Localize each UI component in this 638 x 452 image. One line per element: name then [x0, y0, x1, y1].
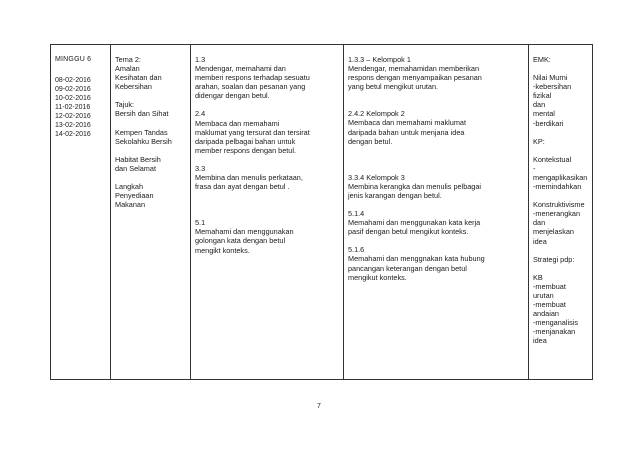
- objective-line: Memahami dan menggunakan kata kerja: [348, 218, 481, 228]
- week-date: 09-02-2016: [55, 86, 91, 94]
- nilai-line: -kebersihan fizikal: [533, 82, 572, 101]
- week-date: 10-02-2016: [55, 95, 91, 103]
- kb-line: -membuat urutan: [533, 281, 566, 300]
- tajuk-block: [115, 100, 186, 118]
- objective-line: Memahami dan menggnakan kata hubung: [348, 254, 485, 264]
- konstruktivisme-block: [533, 200, 588, 245]
- objective-block: [348, 245, 524, 281]
- theme-cell: [111, 45, 191, 380]
- langkah-line: Langkah: [115, 181, 143, 191]
- standard-line: didengar dengan betul.: [195, 91, 270, 101]
- objective-line: 3.3.4 Kelompok 3: [348, 172, 405, 182]
- kontekstual-line: -memindahkan: [533, 182, 582, 192]
- objective-block: [348, 209, 524, 236]
- objectives-cell: [344, 45, 529, 380]
- week-date: 14-02-2016: [55, 131, 91, 139]
- konstruktivisme-line: -menerangkan dan: [533, 209, 581, 228]
- standard-line: 1.3: [195, 55, 206, 64]
- nilai-block: [533, 73, 588, 128]
- theme-line: Amalan: [115, 64, 140, 74]
- objective-line: jenis karangan dengan betul.: [348, 190, 442, 200]
- theme-line: Tema 2:: [115, 55, 141, 64]
- week-date: 12-02-2016: [55, 113, 91, 121]
- tajuk-line: Tajuk:: [115, 100, 135, 110]
- lesson-plan-row: [51, 45, 593, 380]
- konstruktivisme-line: Konstruktivisme: [533, 200, 585, 210]
- habitat-line: dan Selamat: [115, 163, 156, 173]
- standard-line: Membaca dan memahami: [195, 118, 280, 128]
- kb-line: -menjanakan idea: [533, 327, 576, 346]
- standard-block: [195, 55, 339, 100]
- objective-line: Mendengar, memahamidan memberikan: [348, 64, 480, 74]
- objective-block: [348, 173, 524, 200]
- tajuk-line: Bersih dan Sihat: [115, 109, 169, 119]
- standard-line: 3.3: [195, 163, 206, 173]
- kb-block: [533, 273, 588, 346]
- standard-block: [195, 164, 339, 191]
- langkah-line: Penyediaan: [115, 191, 154, 201]
- standard-block: [195, 109, 339, 154]
- standard-line: Memahami dan menggunakan: [195, 227, 294, 237]
- kontekstual-line: Kontekstual: [533, 154, 572, 164]
- objective-line: mengikut konteks.: [348, 272, 407, 282]
- objective-line: Membaca dan memahami maklumat: [348, 118, 467, 128]
- kontekstual-block: [533, 155, 588, 191]
- langkah-line: Makanan: [115, 200, 146, 210]
- kempen-line: Sekolahku Bersih: [115, 136, 172, 146]
- theme-line: Kebersihan: [115, 82, 152, 92]
- week-dates: [55, 76, 106, 139]
- standard-line: daripada pelbagai bahan untuk: [195, 136, 296, 146]
- standard-line: member respons dengan betul.: [195, 145, 297, 155]
- nilai-line: mental: [533, 109, 555, 119]
- objective-line: 2.4.2 Kelompok 2: [348, 109, 405, 119]
- objective-line: pasif dengan betul mengikut konteks.: [348, 227, 469, 237]
- standard-line: 5.1: [195, 218, 206, 228]
- nilai-line: dan: [533, 100, 546, 110]
- standard-line: mengikt konteks.: [195, 245, 250, 255]
- objective-line: yang betul mengikut urutan.: [348, 82, 439, 92]
- objective-line: daripada bahan untuk menjana idea: [348, 127, 465, 137]
- standard-line: memberi respons terhadap sesuatu: [195, 73, 310, 83]
- objective-line: dengan betul.: [348, 136, 393, 146]
- habitat-block: [115, 155, 186, 173]
- objective-block: [348, 55, 524, 91]
- kempen-block: [115, 128, 186, 146]
- kempen-line: Kempen Tandas: [115, 127, 168, 137]
- theme-block: [115, 55, 186, 91]
- standard-line: 2.4: [195, 109, 206, 119]
- nilai-line: Nilai Murni: [533, 73, 568, 83]
- kp-title: KP:: [533, 136, 545, 146]
- kb-line: -menganalisis: [533, 318, 579, 328]
- standard-line: frasa dan ayat dengan betul .: [195, 182, 290, 192]
- objective-line: respons dengan menyampaikan pesanan: [348, 73, 482, 83]
- objective-line: Membina kerangka dan menulis pelbagai: [348, 181, 482, 191]
- objective-line: 1.3.3 – Kelompok 1: [348, 55, 411, 64]
- konstruktivisme-line: menjelaskan idea: [533, 227, 574, 246]
- week-date: 13-02-2016: [55, 122, 91, 130]
- week-date: 08-02-2016: [55, 77, 91, 85]
- objective-line: pancangan keterangan dengan betul: [348, 263, 467, 273]
- objective-block: [348, 109, 524, 145]
- week-cell: [51, 45, 111, 380]
- kb-line: KB: [533, 272, 543, 282]
- standard-line: maklumat yang tersurat dan tersirat: [195, 127, 310, 137]
- standard-line: golongan kata dengan betul: [195, 236, 286, 246]
- kontekstual-line: -mengaplikasikan: [533, 163, 588, 182]
- standard-block: [195, 218, 339, 254]
- standard-line: arahan, soalan dan pesanan yang: [195, 82, 306, 92]
- emk-title: EMK:: [533, 55, 551, 64]
- habitat-line: Habitat Bersih: [115, 154, 161, 164]
- lesson-plan-table: [50, 44, 593, 380]
- week-label: MINGGU 6: [55, 56, 92, 63]
- strategi-title: Strategi pdp:: [533, 254, 575, 264]
- kb-line: -membuat andaian: [533, 299, 566, 319]
- nilai-line: -berdikari: [533, 118, 564, 128]
- standard-line: Membina dan menulis perkataan,: [195, 173, 303, 183]
- standards-cell: [191, 45, 344, 380]
- objective-line: 5.1.4: [348, 209, 365, 219]
- standard-line: Mendengar, memahami dan: [195, 64, 286, 74]
- theme-line: Kesihatan dan: [115, 73, 162, 83]
- objective-line: 5.1.6: [348, 245, 365, 255]
- page-number: 7: [317, 403, 321, 410]
- langkah-block: [115, 182, 186, 209]
- week-date: 11-02-2016: [55, 104, 91, 112]
- emk-cell: [529, 45, 593, 380]
